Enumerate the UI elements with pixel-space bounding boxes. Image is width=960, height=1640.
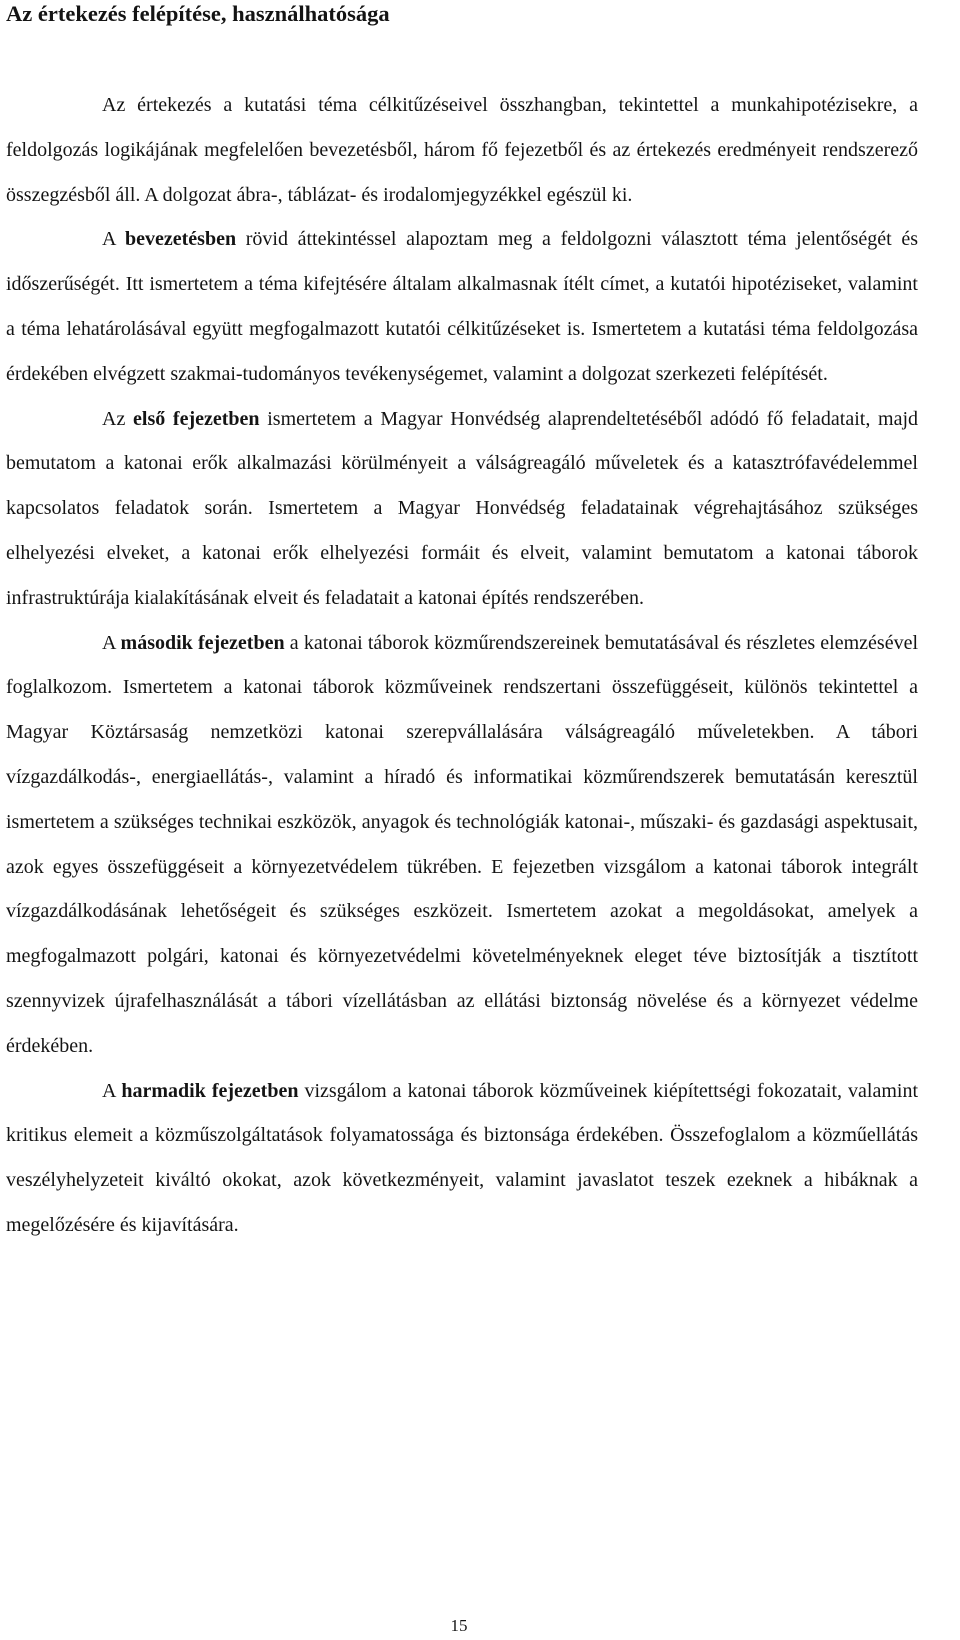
paragraph-text: Az értekezés a kutatási téma célkitűzéseivel összhangban, tekintettel a munkahipotézisekre, a feldolgozás logikájának megfelelően bevezetésből, három fő fejezetből és az értekezés eredményeit rendszerező összegzésből áll. A dolgozat ábra-, táblázat- és irodalomjegyzékkel egészül ki. (6, 94, 918, 206)
paragraph-lead: A (102, 228, 125, 251)
paragraph-lead: A (102, 631, 121, 654)
paragraph-text: vizsgálom a katonai táborok közműveinek kiépítettségi fokozatait, valamint kritikus elemeit a közműszolgáltatások folyamatossága és biztonsága érdekében. Összefoglalom a közműellátás veszélyhelyzeteit kiváltó okokat, azok következményeit, valamint javaslatot teszek ezeknek a hibáknak a megelőzésére és kijavítására. (6, 1079, 919, 1236)
emphasis-introduction: bevezetésben (125, 228, 237, 251)
paragraph-introduction (6, 217, 918, 396)
paragraph-structure-overview (6, 83, 918, 217)
paragraph-first-chapter (6, 397, 918, 621)
paragraph-text: a katonai táborok közműrendszereinek bemutatásával és részletes elemzésével foglalkozom. Ismertetem a katonai táborok közműveinek rendszertani összefüggéseit, különös tekintettel a Magyar Köztársaság nemzetközi katonai szerepvállalására válságreagáló műveletekben. A tábori vízgazdálkodás-, energiaellátás-, valamint a híradó és informatikai közműrendszerek bemutatásán keresztül ismertetem a szükséges technikai eszközök, anyagok és technológiák katonai-, műszaki- és gazdasági aspektusait, azok egyes összefüggéseit a környezetvédelem tükrében. E fejezetben vizsgálom a katonai táborok integrált vízgazdálkodásának lehetőségeit és szükséges eszközeit. Ismertetem azokat a megoldásokat, amelyek a megfogalmazott polgári, katonai és környezetvédelmi követelményeknek eleget téve biztosítják a tisztított szennyvizek újrafelhasználását a tábori vízellátásban az ellátási biztonság növelése és a környezet védelme érdekében. (6, 631, 918, 1057)
emphasis-first-chapter: első fejezetben (133, 407, 260, 430)
paragraph-lead: A (102, 1079, 122, 1102)
page-number: 15 (450, 1616, 468, 1635)
paragraph-text: rövid áttekintéssel alapoztam meg a feldolgozni választott téma jelentőségét és időszerűségét. Itt ismertetem a téma kifejtésére általam alkalmasnak ítélt címet, a kutatói hipotéziseket, valamint a téma lehatárolásával együtt megfogalmazott kutatói célkitűzéseket is. Ismertetem a kutatási téma feldolgozása érdekében elvégzett szakmai-tudományos tevékenységemet, valamint a dolgozat szerkezeti felépítését. (6, 228, 918, 385)
paragraph-lead: Az (102, 407, 134, 430)
paragraph-third-chapter (6, 1069, 918, 1248)
emphasis-third-chapter: harmadik fejezetben (121, 1079, 299, 1102)
paragraph-text: ismertetem a Magyar Honvédség alaprendeltetéséből adódó fő feladatait, majd bemutatom a katonai erők alkalmazási körülményeit a válságreagáló műveletek és a katasztrófavédelemmel kapcsolatos feladatok során. Ismertetem a Magyar Honvédség feladatainak végrehajtásához szükséges elhelyezési elveket, a katonai erők elhelyezési formáit és elveit, valamint bemutatom a katonai táborok infrastruktúrája kialakításának elveit és feladatait a katonai építés rendszerében. (6, 407, 918, 609)
body-text (6, 83, 918, 1248)
section-heading: Az értekezés felépítése, használhatósága (6, 1, 390, 26)
paragraph-second-chapter (6, 621, 918, 1069)
emphasis-second-chapter: második fejezetben (120, 631, 285, 654)
